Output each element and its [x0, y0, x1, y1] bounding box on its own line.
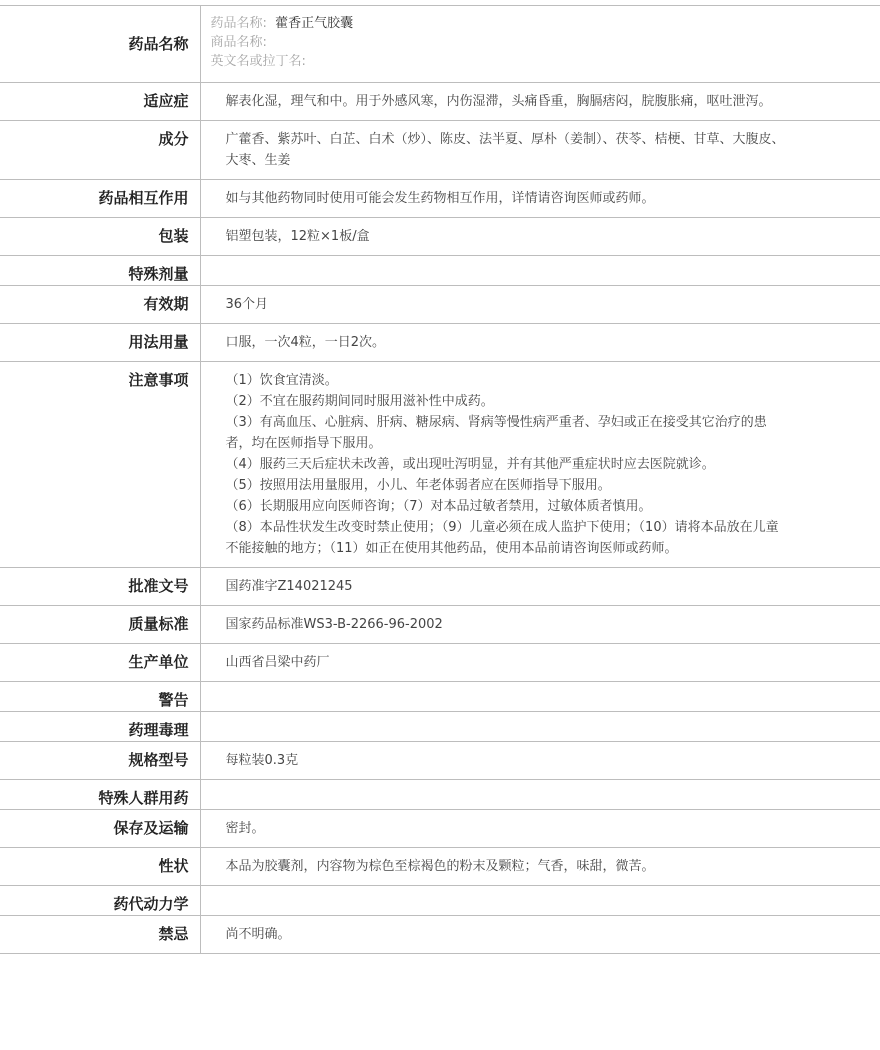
- ingredients-value: 广藿香、紫苏叶、白芷、白术（炒）、陈皮、法半夏、厚朴（姜制）、茯苓、桔梗、甘草、大腹皮、大枣、生姜: [225, 132, 785, 168]
- row-label: 质量标准: [0, 606, 200, 644]
- ingredients-row: [0, 121, 880, 180]
- latin-name-key: 英文名或拉丁名:: [210, 54, 306, 69]
- generic-name-value: 藿香正气胶囊: [275, 16, 354, 31]
- pharmacology-row: [0, 712, 880, 742]
- packaging-row: [0, 218, 880, 256]
- row-label: 警告: [0, 682, 200, 712]
- precaution-item: （8）本品性状发生改变时禁止使用；（9）儿童必须在成人监护下使用；（10）请将本品放在儿童不能接触的地方；（11）如正在使用其他药品，使用本品前请咨询医师或药师。: [225, 520, 779, 556]
- row-label: 特殊人群用药: [0, 780, 200, 810]
- specification-row: [0, 742, 880, 780]
- precaution-item: （5）按照用法用量服用，小儿、年老体弱者应在医师指导下服用。: [225, 478, 611, 493]
- precautions-row: [0, 362, 880, 568]
- quality-standard-value: 国家药品标准WS3-B-2266-96-2002: [225, 617, 443, 632]
- warning-value: [200, 682, 880, 712]
- row-label: 包装: [0, 218, 200, 256]
- drug-spec-table: [0, 5, 880, 954]
- indication-row: [0, 83, 880, 121]
- row-label: 保存及运输: [0, 810, 200, 848]
- description-value: 本品为胶囊剂，内容物为棕色至棕褐色的粉末及颗粒；气香，味甜，微苦。: [225, 859, 655, 874]
- approval-number-value: 国药准字Z14021245: [225, 579, 353, 594]
- usage-row: [0, 324, 880, 362]
- pharmacokinetics-row: [0, 886, 880, 916]
- row-label: 药品相互作用: [0, 180, 200, 218]
- pharmacology-value: [200, 712, 880, 742]
- drug-name-values: [200, 6, 880, 83]
- packaging-value: 铝塑包装，12粒×1板/盒: [225, 229, 370, 244]
- precaution-item: （3）有高血压、心脏病、肝病、糖尿病、肾病等慢性病严重者、孕妇或正在接受其它治疗的患者，均在医师指导下服用。: [225, 415, 767, 451]
- shelf-life-value: 36个月: [225, 297, 269, 312]
- row-label: 药理毒理: [0, 712, 200, 742]
- row-label: 规格型号: [0, 742, 200, 780]
- usage-value: 口服，一次4粒，一日2次。: [225, 335, 386, 350]
- precaution-item: （2）不宜在服药期间同时服用滋补性中成药。: [225, 394, 494, 409]
- trade-name-line: [211, 33, 861, 52]
- row-label: 用法用量: [0, 324, 200, 362]
- contraindications-row: [0, 916, 880, 954]
- generic-name-line: [211, 14, 861, 33]
- precaution-item: （4）服药三天后症状未改善，或出现吐泻明显，并有其他严重症状时应去医院就诊。: [225, 457, 715, 472]
- trade-name-key: 商品名称:: [210, 35, 267, 50]
- quality-standard-row: [0, 606, 880, 644]
- precaution-item: （6）长期服用应向医师咨询；（7）对本品过敏者禁用，过敏体质者慎用。: [225, 499, 652, 514]
- specification-value: 每粒装0.3克: [225, 753, 299, 768]
- row-label: 适应症: [0, 83, 200, 121]
- generic-name-key: 药品名称:: [210, 16, 267, 31]
- special-dosage-value: [200, 256, 880, 286]
- storage-row: [0, 810, 880, 848]
- drug-spec-sheet: [0, 5, 880, 954]
- manufacturer-value: 山西省吕梁中药厂: [225, 655, 330, 670]
- latin-name-line: [211, 52, 861, 71]
- special-dosage-row: [0, 256, 880, 286]
- row-label: 特殊剂量: [0, 256, 200, 286]
- row-label: 批准文号: [0, 568, 200, 606]
- storage-value: 密封。: [225, 821, 265, 836]
- row-label: 注意事项: [0, 362, 200, 568]
- shelf-life-row: [0, 286, 880, 324]
- interactions-row: [0, 180, 880, 218]
- interactions-value: 如与其他药物同时使用可能会发生药物相互作用，详情请咨询医师或药师。: [225, 191, 655, 206]
- special-population-value: [200, 780, 880, 810]
- contraindications-value: 尚不明确。: [225, 927, 291, 942]
- row-label: 生产单位: [0, 644, 200, 682]
- row-label: 性状: [0, 848, 200, 886]
- approval-number-row: [0, 568, 880, 606]
- indication-value: 解表化湿，理气和中。用于外感风寒，内伤湿滞，头痛昏重，胸膈痞闷，脘腹胀痛，呕吐泄泻。: [225, 94, 772, 109]
- row-label: 有效期: [0, 286, 200, 324]
- special-population-row: [0, 780, 880, 810]
- pharmacokinetics-value: [200, 886, 880, 916]
- drug-name-row: [0, 6, 880, 83]
- precaution-item: （1）饮食宜清淡。: [225, 373, 338, 388]
- row-label: 禁忌: [0, 916, 200, 954]
- manufacturer-row: [0, 644, 880, 682]
- row-label: 成分: [0, 121, 200, 180]
- row-label: 药品名称: [0, 6, 200, 83]
- row-label: 药代动力学: [0, 886, 200, 916]
- precautions-value: [200, 362, 880, 568]
- warning-row: [0, 682, 880, 712]
- description-row: [0, 848, 880, 886]
